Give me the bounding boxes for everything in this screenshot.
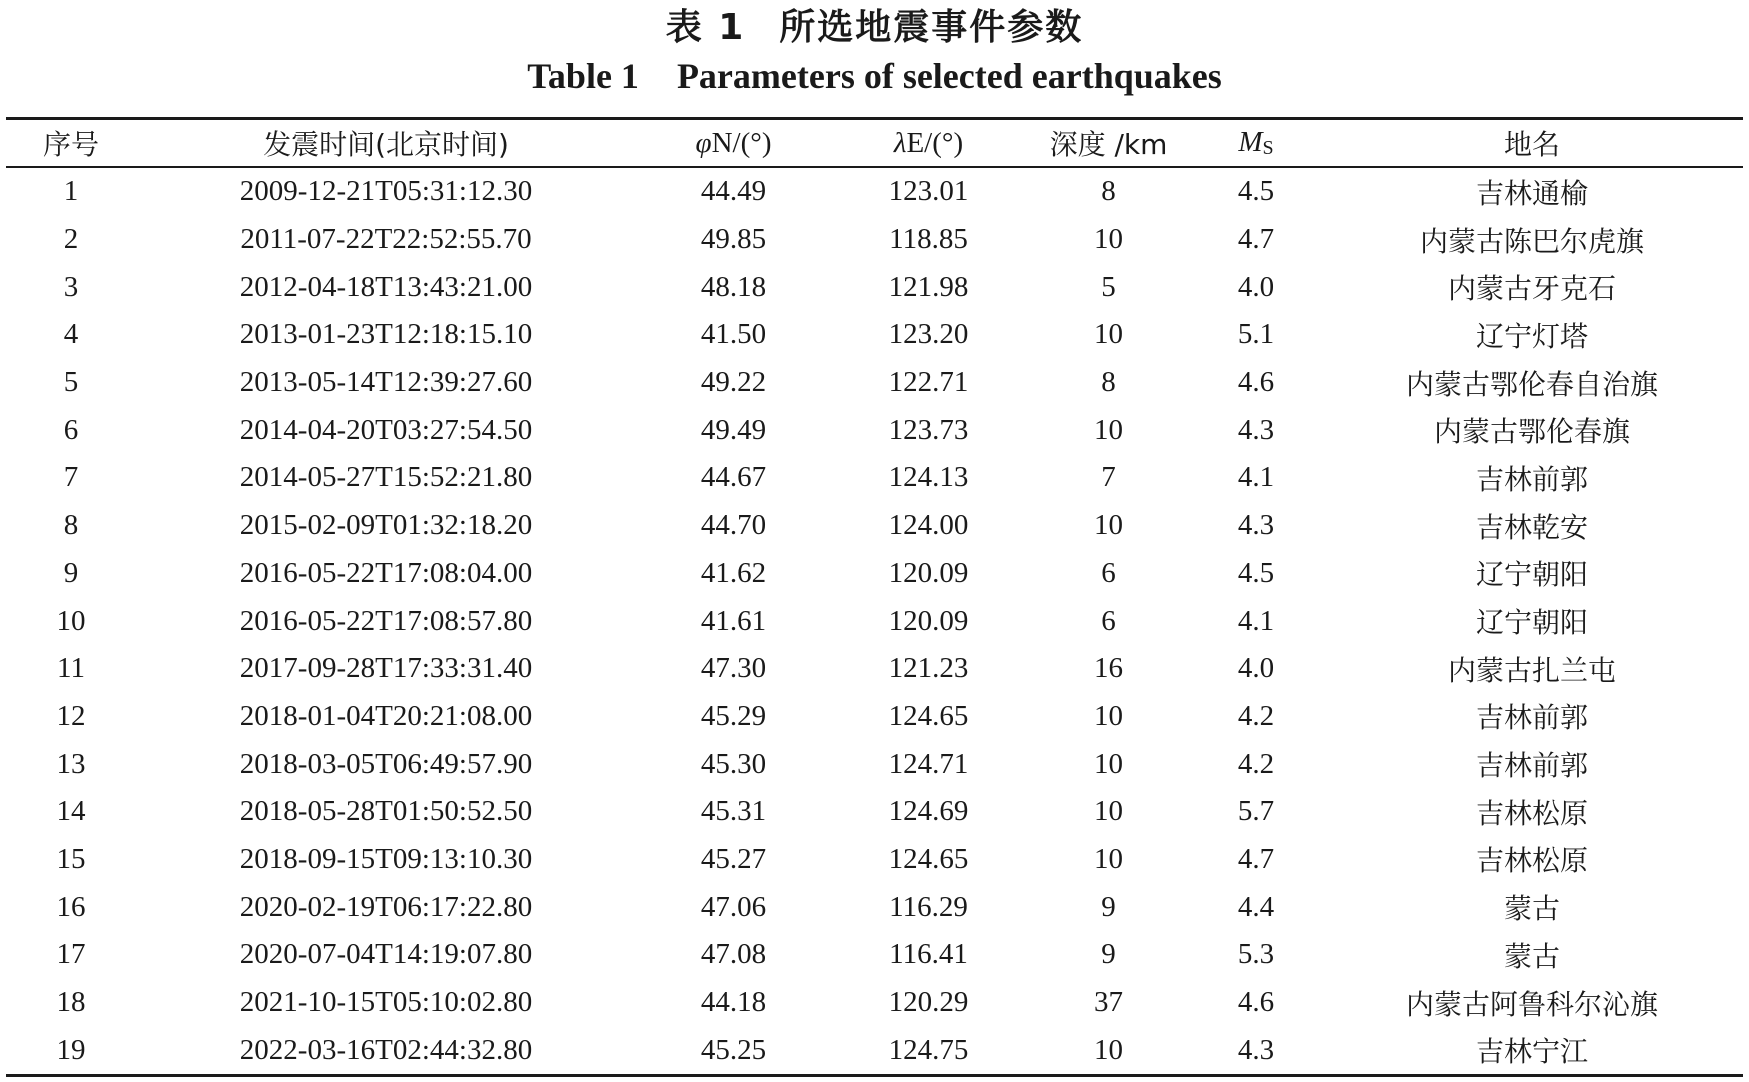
cell-index: 3 bbox=[63, 270, 79, 303]
earthquake-table bbox=[6, 120, 1743, 1074]
cell-place: 辽宁朝阳 bbox=[1475, 606, 1588, 640]
table-row bbox=[6, 359, 1743, 407]
cell-time: 2014-05-27T15:52:21.80 bbox=[239, 461, 533, 494]
table-number-zh: 表 1 bbox=[665, 7, 746, 48]
mag-subscript: S bbox=[1262, 137, 1274, 159]
cell-magnitude: 5.7 bbox=[1237, 795, 1275, 828]
cell-depth: 10 bbox=[1094, 223, 1123, 256]
cell-latitude: 49.22 bbox=[700, 366, 767, 399]
cell-index: 11 bbox=[57, 652, 85, 685]
lat-symbol: φ bbox=[695, 126, 712, 159]
cell-depth: 37 bbox=[1094, 986, 1123, 1019]
cell-time: 2020-07-04T14:19:07.80 bbox=[239, 938, 533, 971]
cell-longitude: 123.20 bbox=[888, 318, 969, 351]
cell-index: 19 bbox=[56, 1033, 86, 1066]
cell-longitude: 121.98 bbox=[888, 270, 969, 303]
cell-latitude: 41.50 bbox=[700, 318, 767, 351]
cell-magnitude: 4.3 bbox=[1237, 1033, 1275, 1066]
cell-depth: 10 bbox=[1094, 842, 1123, 875]
cell-index: 4 bbox=[63, 318, 79, 351]
table-row bbox=[6, 550, 1743, 598]
cell-latitude: 41.61 bbox=[700, 604, 767, 637]
cell-latitude: 49.85 bbox=[700, 223, 767, 256]
cell-latitude: 47.06 bbox=[700, 890, 767, 923]
cell-magnitude: 4.1 bbox=[1237, 461, 1275, 494]
table-row bbox=[6, 502, 1743, 550]
cell-magnitude: 4.3 bbox=[1237, 413, 1275, 446]
table-row bbox=[6, 883, 1743, 931]
table-row bbox=[6, 740, 1743, 788]
cell-time: 2012-04-18T13:43:21.00 bbox=[239, 270, 533, 303]
cell-longitude: 123.73 bbox=[888, 413, 969, 446]
table-row bbox=[6, 788, 1743, 836]
cell-depth: 16 bbox=[1094, 652, 1123, 685]
cell-time: 2013-01-23T12:18:15.10 bbox=[239, 318, 533, 351]
table-row bbox=[6, 311, 1743, 359]
table-row bbox=[6, 1026, 1743, 1074]
cell-depth: 8 bbox=[1101, 175, 1116, 208]
header-time: 发震时间(北京时间) bbox=[263, 128, 509, 161]
cell-index: 10 bbox=[56, 604, 86, 637]
cell-place: 内蒙古鄂伦春旗 bbox=[1433, 415, 1630, 449]
cell-time: 2014-04-20T03:27:54.50 bbox=[239, 413, 533, 446]
cell-latitude: 44.18 bbox=[700, 986, 767, 1019]
cell-index: 6 bbox=[63, 413, 79, 446]
table-row bbox=[6, 931, 1743, 979]
header-depth: 深度 /km bbox=[1049, 128, 1168, 161]
cell-index: 12 bbox=[56, 699, 86, 732]
cell-depth: 10 bbox=[1094, 699, 1123, 732]
cell-index: 18 bbox=[56, 986, 86, 1019]
cell-time: 2022-03-16T02:44:32.80 bbox=[239, 1033, 533, 1066]
cell-latitude: 45.29 bbox=[700, 699, 767, 732]
cell-longitude: 120.09 bbox=[888, 556, 969, 589]
cell-index: 8 bbox=[63, 509, 79, 542]
lon-symbol: λ bbox=[893, 126, 907, 159]
cell-depth: 8 bbox=[1101, 366, 1116, 399]
cell-place: 内蒙古扎兰屯 bbox=[1447, 653, 1616, 687]
header-place: 地名 bbox=[1503, 128, 1560, 161]
cell-index: 9 bbox=[63, 556, 79, 589]
cell-depth: 10 bbox=[1094, 747, 1123, 780]
cell-depth: 10 bbox=[1094, 318, 1123, 351]
cell-place: 吉林前郭 bbox=[1475, 701, 1588, 735]
table-row bbox=[6, 979, 1743, 1027]
cell-place: 吉林通榆 bbox=[1475, 176, 1588, 210]
cell-place: 吉林前郭 bbox=[1475, 749, 1588, 783]
cell-time: 2016-05-22T17:08:57.80 bbox=[239, 604, 533, 637]
cell-depth: 10 bbox=[1094, 509, 1123, 542]
cell-place: 吉林前郭 bbox=[1475, 462, 1588, 496]
header-longitude bbox=[831, 120, 1026, 166]
cell-longitude: 124.75 bbox=[888, 1033, 969, 1066]
cell-time: 2018-09-15T09:13:10.30 bbox=[239, 842, 533, 875]
table-title-zh: 所选地震事件参数 bbox=[779, 7, 1084, 48]
cell-magnitude: 4.1 bbox=[1237, 604, 1275, 637]
cell-magnitude: 5.3 bbox=[1237, 938, 1275, 971]
table-row bbox=[6, 263, 1743, 311]
cell-magnitude: 4.7 bbox=[1237, 223, 1275, 256]
header-magnitude bbox=[1191, 120, 1321, 166]
table-row bbox=[6, 216, 1743, 264]
cell-magnitude: 4.6 bbox=[1237, 366, 1275, 399]
cell-depth: 10 bbox=[1094, 795, 1123, 828]
cell-place: 蒙古 bbox=[1503, 892, 1560, 926]
table-row bbox=[6, 645, 1743, 693]
cell-time: 2013-05-14T12:39:27.60 bbox=[239, 366, 533, 399]
table-caption-en bbox=[0, 52, 1749, 100]
table-title-en: Parameters of selected earthquakes bbox=[676, 56, 1222, 96]
cell-index: 5 bbox=[63, 366, 79, 399]
cell-time: 2020-02-19T06:17:22.80 bbox=[239, 890, 533, 923]
cell-latitude: 49.49 bbox=[700, 413, 767, 446]
cell-time: 2009-12-21T05:31:12.30 bbox=[239, 175, 533, 208]
cell-time: 2018-05-28T01:50:52.50 bbox=[239, 795, 533, 828]
cell-longitude: 121.23 bbox=[888, 652, 969, 685]
cell-magnitude: 4.4 bbox=[1237, 890, 1275, 923]
cell-index: 13 bbox=[56, 747, 86, 780]
cell-time: 2017-09-28T17:33:31.40 bbox=[239, 652, 533, 685]
cell-latitude: 47.08 bbox=[700, 938, 767, 971]
table-body bbox=[6, 168, 1743, 1074]
cell-magnitude: 4.0 bbox=[1237, 270, 1275, 303]
cell-latitude: 41.62 bbox=[700, 556, 767, 589]
cell-longitude: 122.71 bbox=[888, 366, 969, 399]
cell-longitude: 120.09 bbox=[888, 604, 969, 637]
cell-time: 2015-02-09T01:32:18.20 bbox=[239, 509, 533, 542]
cell-index: 14 bbox=[56, 795, 86, 828]
cell-time: 2011-07-22T22:52:55.70 bbox=[240, 223, 532, 256]
cell-longitude: 116.29 bbox=[889, 890, 968, 923]
mag-symbol: M bbox=[1238, 126, 1263, 158]
cell-longitude: 124.13 bbox=[888, 461, 969, 494]
cell-latitude: 45.30 bbox=[700, 747, 767, 780]
cell-magnitude: 4.6 bbox=[1237, 986, 1275, 1019]
cell-place: 吉林乾安 bbox=[1475, 510, 1588, 544]
cell-index: 7 bbox=[63, 461, 79, 494]
cell-place: 吉林松原 bbox=[1475, 796, 1588, 830]
header-latitude bbox=[636, 120, 831, 166]
cell-longitude: 123.01 bbox=[888, 175, 969, 208]
cell-depth: 9 bbox=[1101, 938, 1116, 971]
cell-latitude: 44.67 bbox=[700, 461, 767, 494]
cell-latitude: 48.18 bbox=[700, 270, 767, 303]
cell-place: 吉林松原 bbox=[1475, 844, 1588, 878]
cell-time: 2018-01-04T20:21:08.00 bbox=[239, 699, 533, 732]
cell-longitude: 124.65 bbox=[888, 842, 969, 875]
table-number-en: Table 1 bbox=[527, 56, 639, 96]
cell-index: 17 bbox=[56, 938, 86, 971]
cell-depth: 7 bbox=[1101, 461, 1116, 494]
cell-depth: 10 bbox=[1094, 413, 1123, 446]
lon-unit: E/(°) bbox=[906, 126, 964, 159]
cell-time: 2018-03-05T06:49:57.90 bbox=[239, 747, 533, 780]
cell-longitude: 120.29 bbox=[888, 986, 969, 1019]
cell-latitude: 47.30 bbox=[700, 652, 767, 685]
header-row bbox=[6, 120, 1743, 166]
cell-index: 1 bbox=[63, 175, 79, 208]
bottom-rule bbox=[6, 1074, 1743, 1077]
cell-place: 内蒙古牙克石 bbox=[1447, 272, 1616, 306]
cell-latitude: 44.70 bbox=[700, 509, 767, 542]
cell-magnitude: 4.3 bbox=[1237, 509, 1275, 542]
cell-depth: 9 bbox=[1101, 890, 1116, 923]
cell-longitude: 124.71 bbox=[888, 747, 969, 780]
cell-depth: 6 bbox=[1101, 604, 1116, 637]
cell-latitude: 45.27 bbox=[700, 842, 767, 875]
cell-longitude: 124.65 bbox=[888, 699, 969, 732]
table-row bbox=[6, 836, 1743, 884]
cell-place: 辽宁灯塔 bbox=[1475, 319, 1588, 353]
lat-unit: N/(°) bbox=[711, 126, 772, 159]
cell-latitude: 45.31 bbox=[700, 795, 767, 828]
cell-magnitude: 4.5 bbox=[1237, 556, 1275, 589]
cell-magnitude: 4.5 bbox=[1237, 175, 1275, 208]
cell-place: 吉林宁江 bbox=[1475, 1035, 1588, 1069]
table-row bbox=[6, 454, 1743, 502]
cell-place: 辽宁朝阳 bbox=[1475, 558, 1588, 592]
cell-longitude: 124.00 bbox=[888, 509, 969, 542]
table-row bbox=[6, 693, 1743, 741]
cell-depth: 6 bbox=[1101, 556, 1116, 589]
cell-depth: 10 bbox=[1094, 1033, 1123, 1066]
cell-longitude: 118.85 bbox=[889, 223, 968, 256]
cell-magnitude: 4.0 bbox=[1237, 652, 1275, 685]
table-row bbox=[6, 406, 1743, 454]
table-row bbox=[6, 597, 1743, 645]
cell-depth: 5 bbox=[1101, 270, 1116, 303]
cell-place: 内蒙古陈巴尔虎旗 bbox=[1419, 224, 1644, 258]
cell-time: 2016-05-22T17:08:04.00 bbox=[239, 556, 533, 589]
cell-magnitude: 4.2 bbox=[1237, 699, 1275, 732]
cell-time: 2021-10-15T05:10:02.80 bbox=[239, 986, 533, 1019]
header-index: 序号 bbox=[42, 128, 99, 161]
cell-magnitude: 5.1 bbox=[1237, 318, 1275, 351]
cell-place: 蒙古 bbox=[1503, 939, 1560, 973]
cell-latitude: 45.25 bbox=[700, 1033, 767, 1066]
cell-index: 16 bbox=[56, 890, 86, 923]
cell-latitude: 44.49 bbox=[700, 175, 767, 208]
cell-index: 2 bbox=[63, 223, 79, 256]
cell-index: 15 bbox=[56, 842, 86, 875]
cell-magnitude: 4.7 bbox=[1237, 842, 1275, 875]
cell-place: 内蒙古阿鲁科尔沁旗 bbox=[1405, 987, 1658, 1021]
cell-longitude: 116.41 bbox=[889, 938, 968, 971]
table-caption-zh bbox=[0, 4, 1749, 52]
cell-place: 内蒙古鄂伦春自治旗 bbox=[1405, 367, 1658, 401]
table-row bbox=[6, 168, 1743, 216]
cell-longitude: 124.69 bbox=[888, 795, 969, 828]
cell-magnitude: 4.2 bbox=[1237, 747, 1275, 780]
